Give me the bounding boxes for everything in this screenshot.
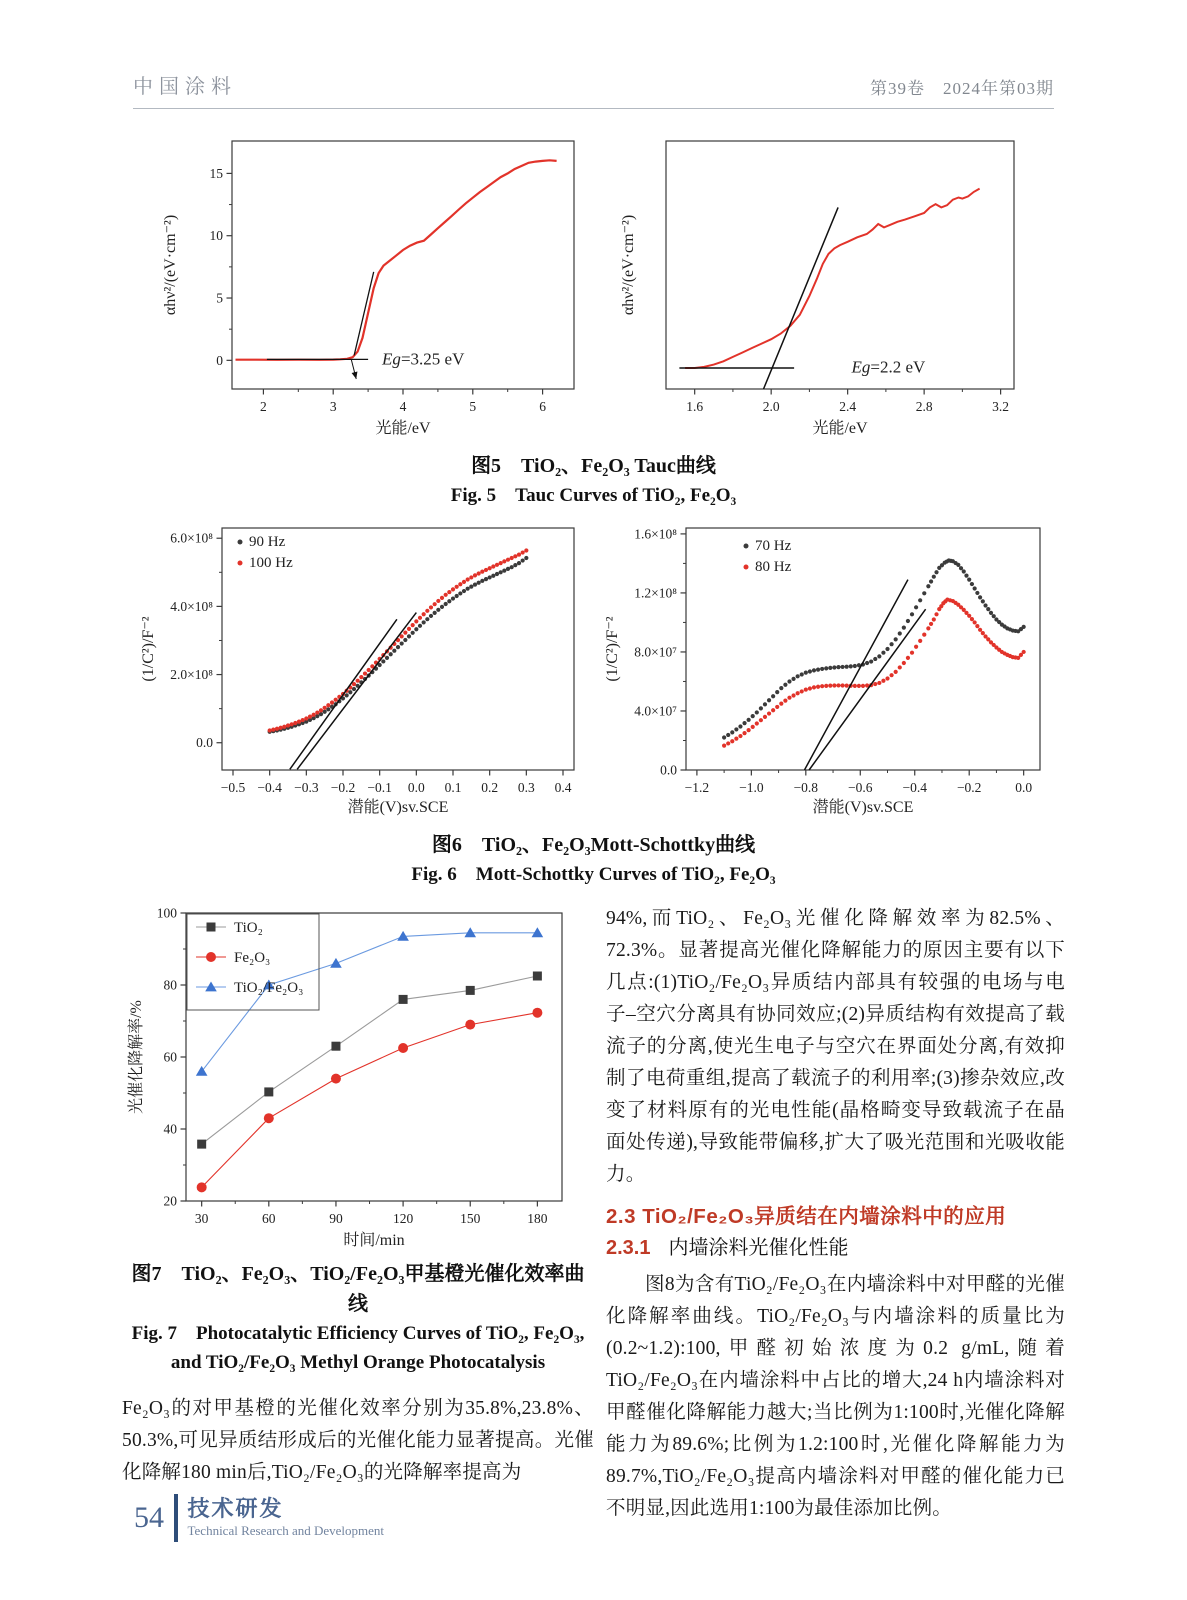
figure7-caption [122,1259,594,1377]
svg-text:−0.2: −0.2 [330,780,355,795]
svg-text:(1/C²)/F⁻²: (1/C²)/F⁻² [603,616,621,682]
svg-text:2.0: 2.0 [762,399,780,414]
svg-text:潜能(V)sv.SCE: 潜能(V)sv.SCE [812,799,913,816]
issue-info: 第39卷 2024年第03期 [870,79,1054,98]
svg-text:180: 180 [527,1211,548,1226]
svg-text:0.2: 0.2 [480,780,498,795]
left-column [122,903,594,1525]
svg-text:2.8: 2.8 [915,399,933,414]
svg-text:光能/eV: 光能/eV [374,420,431,437]
svg-text:0.1: 0.1 [444,780,461,795]
svg-text:−1.2: −1.2 [684,780,709,795]
svg-text:αhν²/(eV·cm⁻²): αhν²/(eV·cm⁻²) [619,214,637,316]
section-heading-2-3-1-number: 2.3.1 [606,1237,651,1259]
svg-text:光催化降解率/%: 光催化降解率/% [128,1000,145,1114]
svg-text:90 Hz: 90 Hz [248,534,285,550]
svg-text:6: 6 [538,399,546,414]
svg-text:4.0×10⁸: 4.0×10⁸ [169,598,213,614]
svg-text:TiO₂/Fe₂O₃: TiO₂/Fe₂O₃ [234,980,304,996]
footer-section-zh: 技术研发 [187,1496,284,1521]
svg-text:60: 60 [262,1211,276,1226]
svg-text:0.0: 0.0 [1014,780,1032,795]
chart-mott-schottky-tio2 [134,520,586,822]
svg-text:时间/min: 时间/min [343,1232,405,1249]
svg-text:3.2: 3.2 [991,399,1009,414]
figure7-caption-en1: Fig. 7 Photocatalytic Efficiency Curves of TiO₂, Fe₂O₃, [131,1323,585,1344]
two-column-section [122,903,1065,1525]
svg-text:−0.3: −0.3 [293,780,319,795]
svg-text:6.0×10⁸: 6.0×10⁸ [169,530,213,546]
figure7-caption-en2: and TiO₂/Fe₂O₃ Methyl Orange Photocatalysis [170,1352,546,1373]
svg-text:2.4: 2.4 [838,399,856,414]
section-heading-2-3: 2.3 TiO₂/Fe₂O₃异质结在内墙涂料中的应用 [606,1205,1007,1228]
svg-text:90: 90 [329,1211,343,1226]
journal-title: 中国涂料 [133,76,237,98]
svg-text:−0.1: −0.1 [366,780,392,795]
footer-divider [174,1494,178,1542]
svg-text:20: 20 [163,1193,177,1209]
svg-text:0.0: 0.0 [407,780,425,795]
svg-text:30: 30 [194,1211,209,1226]
svg-text:Eg=3.25 eV: Eg=3.25 eV [381,349,464,369]
svg-text:(1/C²)/F⁻²: (1/C²)/F⁻² [139,616,157,682]
right-paragraph-1: 94%,而TiO₂、Fe₂O₃光催化降解效率为82.5%、72.3%。显著提高光催化降解能力的原因主要有以下几点:(1)TiO₂/Fe₂O₃异质结内部具有较强的电场与电子–空穴分离具有协同效应;(2)异质结构有效提高了载流子的分离,使光生电子与空穴在界面处分离,有效抑制了电荷重组,提高了载流子的利用率;(3)掺杂效应,改变了材料原有的光电性能(晶格畸变导致载流子在晶面处传递),导致能带偏移,扩大了吸光范围和光吸收能力。 [606,908,1065,1185]
page-footer [134,1494,384,1542]
svg-text:1.6: 1.6 [685,399,703,414]
svg-text:70 Hz: 70 Hz [754,538,791,554]
svg-text:αhν²/(eV·cm⁻²): αhν²/(eV·cm⁻²) [161,214,179,316]
svg-text:Eg=2.2 eV: Eg=2.2 eV [850,357,925,377]
svg-text:80: 80 [163,977,177,993]
svg-text:−1.0: −1.0 [738,780,764,795]
svg-text:3: 3 [329,399,337,414]
figure6-caption [0,830,1187,889]
page-header [133,70,1054,109]
figure6-caption-en: Fig. 6 Mott-Schottky Curves of TiO₂, Fe₂O₃ [411,864,776,885]
svg-text:2.0×10⁸: 2.0×10⁸ [169,667,213,683]
svg-text:1.6×10⁸: 1.6×10⁸ [633,526,677,542]
svg-text:−0.2: −0.2 [956,780,981,795]
figure6-caption-zh: 图6 TiO₂、Fe₂O₃Mott-Schottky曲线 [431,834,756,856]
svg-text:60: 60 [163,1049,177,1065]
svg-text:5: 5 [215,290,223,306]
figure6-charts [0,520,1187,822]
chart-tauc-fe2o3 [614,131,1032,443]
section-heading-2-3-1-text: 内墙涂料光催化性能 [668,1237,849,1259]
svg-text:−0.8: −0.8 [793,780,818,795]
svg-text:80 Hz: 80 Hz [754,559,791,575]
svg-text:光能/eV: 光能/eV [811,420,868,437]
svg-text:−0.5: −0.5 [220,780,245,795]
svg-text:−0.4: −0.4 [256,780,282,795]
svg-text:0.4: 0.4 [554,780,571,795]
svg-text:4.0×10⁷: 4.0×10⁷ [633,703,677,719]
svg-text:10: 10 [209,228,223,244]
svg-text:0.0: 0.0 [195,735,213,751]
svg-text:15: 15 [209,165,223,181]
figure7-caption-zh: 图7 TiO₂、Fe₂O₃、TiO₂/Fe₂O₃甲基橙光催化效率曲线 [131,1263,585,1315]
chart-mott-schottky-fe2o3 [598,520,1054,822]
svg-text:2: 2 [259,399,267,414]
left-paragraph: Fe₂O₃的对甲基橙的光催化效率分别为35.8%,23.8%、50.3%,可见异质结形成后的光催化能力显著提高。光催化降解180 min后,TiO₂/Fe₂O₃的光降解率提高为 [122,1398,594,1483]
svg-text:−0.4: −0.4 [901,780,927,795]
right-paragraph-2: 图8为含有TiO₂/Fe₂O₃在内墙涂料中对甲醛的光催化降解率曲线。TiO₂/Fe₂O₃与内墙涂料的质量比为(0.2~1.2):100,甲醛初始浓度为0.2 g/mL,随着TiO₂/Fe₂O₃在内墙涂料中占比的增大,24 h内墙涂料对甲醛催化降解能力越大;当比例为1:100时,光催化降解能力为89.6%;比例为1.2:100时,光催化降解能力为89.7%,TiO₂/Fe₂O₃提高内墙涂料对甲醛的催化能力已不明显,因此选用1:100为最佳添加比例。 [606,1274,1065,1519]
figure5-caption-en: Fig. 5 Tauc Curves of TiO₂, Fe₂O₃ [450,485,737,506]
svg-text:−0.6: −0.6 [847,780,873,795]
svg-text:潜能(V)sv.SCE: 潜能(V)sv.SCE [347,799,448,816]
svg-text:0: 0 [215,352,223,368]
svg-text:Fe₂O₃: Fe₂O₃ [234,950,271,966]
svg-text:100 Hz: 100 Hz [248,555,293,571]
chart-photocatalytic-efficiency [122,903,594,1255]
figure5-charts [0,131,1187,443]
chart-tauc-tio2 [156,131,588,443]
svg-text:8.0×10⁷: 8.0×10⁷ [633,644,677,660]
svg-text:40: 40 [163,1121,177,1137]
svg-text:0.3: 0.3 [517,780,535,795]
section-heading-2-3-1 [606,1233,1065,1263]
page-number: 54 [134,1501,164,1534]
figure5-caption [0,451,1187,510]
footer-section [188,1496,385,1540]
svg-text:0.0: 0.0 [659,762,677,778]
svg-text:120: 120 [392,1211,414,1226]
svg-text:1.2×10⁸: 1.2×10⁸ [633,585,677,601]
figure5-caption-zh: 图5 TiO₂、Fe₂O₃ Tauc曲线 [471,455,716,477]
right-column [606,903,1065,1525]
svg-text:150: 150 [460,1211,481,1226]
footer-section-en: Technical Research and Development [187,1523,385,1538]
svg-text:TiO₂: TiO₂ [234,920,263,936]
svg-text:4: 4 [399,399,406,414]
svg-text:5: 5 [468,399,476,414]
svg-text:100: 100 [156,905,177,921]
